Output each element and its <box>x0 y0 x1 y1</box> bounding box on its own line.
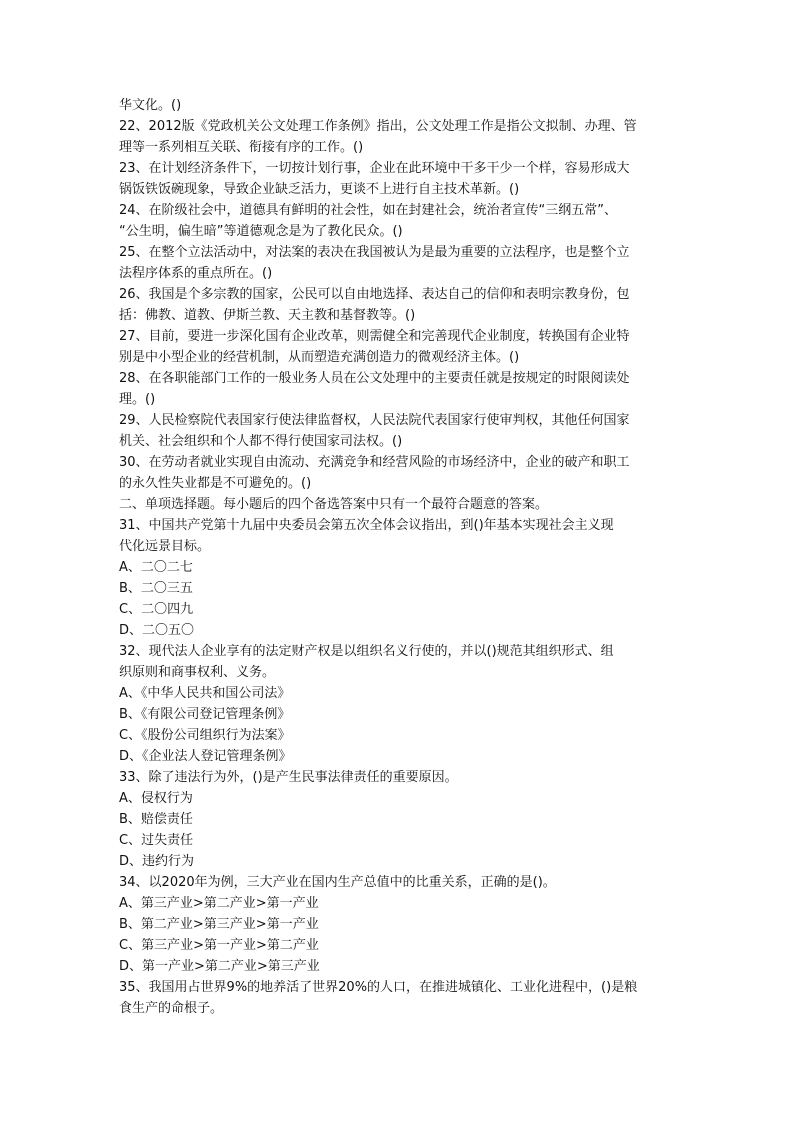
option-31-c: C、二〇四九 <box>119 602 194 617</box>
text-line: 华文化。() <box>119 98 182 113</box>
question-31-line-2: 代化远景目标。 <box>119 539 211 554</box>
question-35-line-2: 食生产的命根子。 <box>119 1001 224 1016</box>
question-34-line-1: 34、以2020年为例，三大产业在国内生产总值中的比重关系，正确的是()。 <box>119 875 556 890</box>
question-23-line-2: 锅饭铁饭碗现象，导致企业缺乏活力，更谈不上进行自主技术革新。() <box>119 182 520 197</box>
option-33-a: A、侵权行为 <box>119 791 193 806</box>
question-33-line-1: 33、除了违法行为外，()是产生民事法律责任的重要原因。 <box>119 770 458 785</box>
question-24-line-2: “公生明，偏生暗”等道德观念是为了教化民众。() <box>119 224 403 239</box>
question-30-line-1: 30、在劳动者就业实现自由流动、充满竞争和经营风险的市场经济中，企业的破产和职工 <box>119 455 630 470</box>
question-23-line-1: 23、在计划经济条件下，一切按计划行事，企业在此环境中干多干少一个样，容易形成大 <box>119 161 630 176</box>
option-34-b: B、第二产业>第三产业>第一产业 <box>119 917 319 932</box>
question-32-line-1: 32、现代法人企业享有的法定财产权是以组织名义行使的，并以()规范其组织形式、组 <box>119 644 614 659</box>
question-32-line-2: 织原则和商事权利、义务。 <box>119 665 276 680</box>
option-31-b: B、二〇三五 <box>119 581 193 596</box>
question-31-line-1: 31、中国共产党第十九届中央委员会第五次全体会议指出，到()年基本实现社会主义现 <box>119 518 614 533</box>
question-35-line-1: 35、我国用占世界9%的地养活了世界20%的人口，在推进城镇化、工业化进程中，()是粮 <box>119 980 638 995</box>
option-34-a: A、第三产业>第二产业>第一产业 <box>119 896 319 911</box>
option-32-a: A、《中华人民共和国公司法》 <box>119 686 291 701</box>
question-29-line-2: 机关、社会组织和个人都不得行使国家司法权。() <box>119 434 403 449</box>
option-33-d: D、违约行为 <box>119 854 195 869</box>
option-33-c: C、过失责任 <box>119 833 194 848</box>
question-26-line-2: 括：佛教、道教、伊斯兰教、天主教和基督教等。() <box>119 308 416 323</box>
question-24-line-1: 24、在阶级社会中，道德具有鲜明的社会性，如在封建社会，统治者宣传“三纲五常”、 <box>119 203 618 218</box>
question-22-line-2: 理等一系列相互关联、衔接有序的工作。() <box>119 140 364 155</box>
question-22-line-1: 22、2012版《党政机关公文处理工作条例》指出，公文处理工作是指公文拟制、办理、管 <box>119 119 637 134</box>
option-33-b: B、赔偿责任 <box>119 812 193 827</box>
document-page <box>119 95 679 1019</box>
option-31-d: D、二〇五〇 <box>119 623 195 638</box>
section-heading: 二、单项选择题。每小题后的四个备选答案中只有一个最符合题意的答案。 <box>119 497 549 512</box>
option-31-a: A、二〇二七 <box>119 560 193 575</box>
question-25-line-1: 25、在整个立法活动中，对法案的表决在我国被认为是最为重要的立法程序，也是整个立 <box>119 245 630 260</box>
option-32-d: D、《企业法人登记管理条例》 <box>119 749 292 764</box>
question-27-line-2: 别是中小型企业的经营机制，从而塑造充满创造力的微观经济主体。() <box>119 350 520 365</box>
question-26-line-1: 26、我国是个多宗教的国家，公民可以自由地选择、表达自己的信仰和表明宗教身份，包 <box>119 287 630 302</box>
option-32-b: B、《有限公司登记管理条例》 <box>119 707 291 722</box>
option-34-d: D、第一产业>第二产业>第三产业 <box>119 959 320 974</box>
option-34-c: C、第三产业>第一产业>第二产业 <box>119 938 319 953</box>
question-29-line-1: 29、人民检察院代表国家行使法律监督权，人民法院代表国家行使审判权，其他任何国家 <box>119 413 630 428</box>
question-28-line-2: 理。() <box>119 392 156 407</box>
option-32-c: C、《股份公司组织行为法案》 <box>119 728 291 743</box>
question-30-line-2: 的永久性失业都是不可避免的。() <box>119 476 312 491</box>
question-28-line-1: 28、在各职能部门工作的一般业务人员在公文处理中的主要责任就是按规定的时限阅读处 <box>119 371 630 386</box>
question-25-line-2: 法程序体系的重点所在。() <box>119 266 273 281</box>
question-27-line-1: 27、目前，要进一步深化国有企业改革，则需健全和完善现代企业制度，转换国有企业特 <box>119 329 630 344</box>
